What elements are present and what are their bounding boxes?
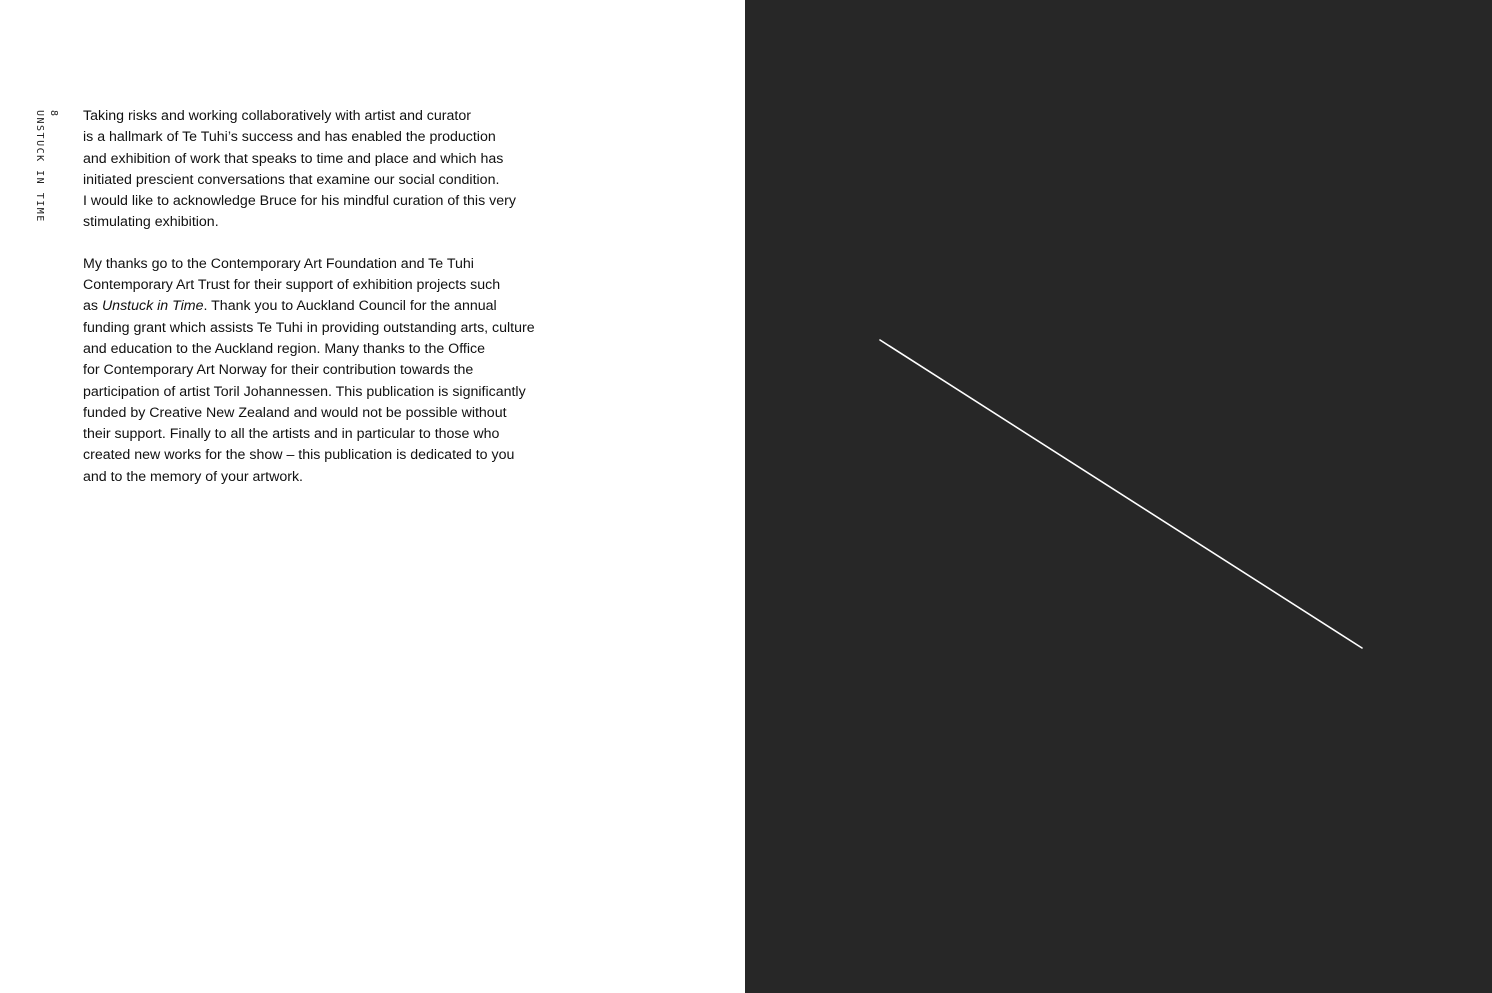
text-line: is a hallmark of Te Tuhi’s success and has enabled the production	[83, 129, 496, 146]
text-line-with-title	[83, 296, 583, 317]
artwork-page	[745, 0, 1492, 993]
text-line: My thanks go to the Contemporary Art Foundation and Te Tuhi	[83, 255, 474, 272]
text-line: and to the memory of your artwork.	[83, 468, 303, 485]
text-line: initiated prescient conversations that examine our social condition.	[83, 171, 500, 188]
text-line: created new works for the show – this publication is dedicated to you	[83, 447, 515, 464]
text-line: stimulating exhibition.	[83, 214, 219, 231]
paragraph-acknowledgement	[83, 106, 583, 234]
running-head	[32, 110, 60, 223]
text-fragment: . Thank you to Auckland Council for the annual	[203, 298, 497, 315]
text-line: funding grant which assists Te Tuhi in providing outstanding arts, culture	[83, 319, 535, 336]
text-line: I would like to acknowledge Bruce for his mindful curation of this very	[83, 193, 516, 210]
text-line: and exhibition of work that speaks to time and place and which has	[83, 150, 504, 167]
body-text	[83, 106, 583, 508]
text-line: for Contemporary Art Norway for their contribution towards the	[83, 362, 474, 379]
text-line: their support. Finally to all the artists and in particular to those who	[83, 426, 500, 443]
text-line: participation of artist Toril Johannessen. This publication is significantly	[83, 383, 526, 400]
paragraph-thanks	[83, 254, 583, 488]
text-line: Taking risks and working collaboratively with artist and curator	[83, 108, 471, 124]
text-line: Contemporary Art Trust for their support of exhibition projects such	[83, 277, 501, 294]
exhibition-title: Unstuck in Time	[101, 298, 204, 315]
left-page	[0, 0, 745, 993]
text-fragment: as	[83, 298, 102, 315]
book-title: UNSTUCK IN TIME	[34, 110, 45, 223]
page-number: 8	[48, 110, 59, 118]
text-line: and education to the Auckland region. Many thanks to the Office	[83, 340, 485, 357]
diagonal-line	[880, 340, 1362, 648]
text-line: funded by Creative New Zealand and would not be possible without	[83, 404, 507, 421]
artwork-image	[745, 0, 1492, 993]
